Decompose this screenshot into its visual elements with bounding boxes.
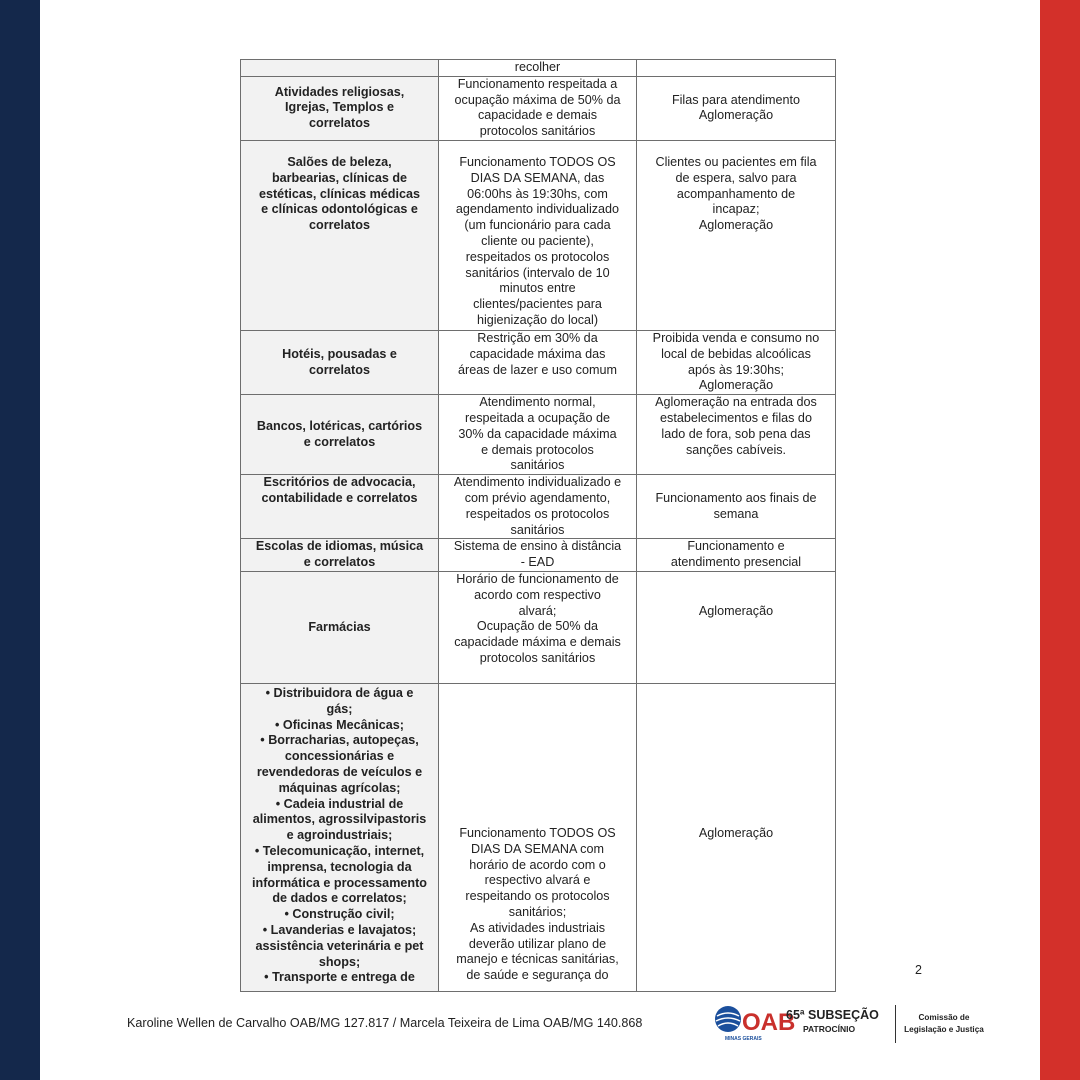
cell-text-line: respeitada a ocupação de xyxy=(465,410,610,425)
cell-text-line: agendamento individualizado xyxy=(455,202,620,217)
prohibition-cell xyxy=(637,76,836,140)
table-row xyxy=(241,683,836,991)
cell-text-line: • Borracharias, autopeças, xyxy=(260,733,419,748)
cell-text-line: acompanhamento de xyxy=(676,186,796,201)
prohibition-cell xyxy=(637,475,836,539)
cell-text-line: gás; xyxy=(326,701,353,716)
cell-text-line: Horário de funcionamento de xyxy=(456,571,619,586)
cell-text-line: barbearias, clínicas de xyxy=(271,170,408,185)
table-row xyxy=(241,140,836,330)
cell-text-line: • Lavanderias e lavajatos; xyxy=(262,922,417,937)
cell-text-line: Funcionamento TODOS OS xyxy=(459,154,616,169)
cell-text-line: Sistema de ensino à distância xyxy=(453,539,622,554)
cell-text-line: • Distribuidora de água e xyxy=(265,685,414,700)
activity-cell xyxy=(241,330,439,394)
prohibition-cell xyxy=(637,395,836,475)
cell-text-line: Escritórios de advocacia, xyxy=(263,475,416,490)
table-row xyxy=(241,60,836,77)
subsecao-city: PATROCÍNIO xyxy=(803,1024,856,1034)
cell-text-line: sanitários xyxy=(510,458,565,473)
cell-text-line: 30% da capacidade máxima xyxy=(458,426,617,441)
cell-text-line: incapaz; xyxy=(712,202,760,217)
prohibition-cell xyxy=(637,330,836,394)
operation-cell xyxy=(439,76,637,140)
cell-text-line: DIAS DA SEMANA, das xyxy=(470,170,605,185)
cell-text-line: correlatos xyxy=(309,218,370,233)
activity-cell xyxy=(241,571,439,683)
cell-text-line: • Oficinas Mecânicas; xyxy=(275,717,404,732)
commission-line-1: Comissão de xyxy=(918,1013,970,1022)
cell-text-line: revendedoras de veículos e xyxy=(256,764,423,779)
cell-text-line: sanitários (intervalo de 10 xyxy=(465,265,610,280)
cell-text-line: correlatos xyxy=(309,362,370,377)
cell-text-line: protocolos sanitários xyxy=(479,124,596,139)
cell-text-line: minutos entre xyxy=(499,281,576,296)
cell-text-line: e agroindustriais; xyxy=(286,828,393,843)
cell-text-line: - EAD xyxy=(520,555,555,570)
activity-cell xyxy=(241,395,439,475)
cell-text-line: Clientes ou pacientes em fila xyxy=(655,154,817,169)
cell-text-line: concessionárias e xyxy=(284,749,395,764)
operation-cell xyxy=(439,330,637,394)
cell-text-line: Funcionamento TODOS OS xyxy=(459,825,616,840)
cell-text-line: informática e processamento xyxy=(252,875,427,890)
cell-text-line: alimentos, agrossilvipastoris xyxy=(252,812,427,827)
activity-cell xyxy=(241,76,439,140)
cell-text-line: assistência veterinária e pet xyxy=(255,938,424,953)
oab-logo xyxy=(713,1004,796,1042)
cell-text-line: As atividades industriais xyxy=(469,920,606,935)
activity-cell xyxy=(241,140,439,330)
cell-text-line: • Telecomunicação, internet, xyxy=(254,843,425,858)
cell-text-line: • Cadeia industrial de xyxy=(275,796,404,811)
prohibition-cell xyxy=(637,571,836,683)
cell-text-line: Aglomeração na entrada dos xyxy=(655,395,817,410)
footer-authors: Karoline Wellen de Carvalho OAB/MG 127.817 / Marcela Teixeira de Lima OAB/MG 140.868 xyxy=(127,1016,643,1030)
cell-text-line: após às 19:30hs; xyxy=(688,362,784,377)
table-row xyxy=(241,76,836,140)
cell-text-line: DIAS DA SEMANA com xyxy=(471,841,604,856)
cell-text-line: clientes/pacientes para xyxy=(473,297,602,312)
logo-subtext: MINAS GERAIS xyxy=(725,1036,762,1042)
cell-text-line: capacidade máxima das xyxy=(469,346,606,361)
cell-text-line: protocolos sanitários xyxy=(479,650,596,665)
cell-text-line: Filas para atendimento xyxy=(671,92,801,107)
cell-text-line: imprensa, tecnologia da xyxy=(267,859,412,874)
table-row xyxy=(241,571,836,683)
prohibition-cell xyxy=(637,140,836,330)
operation-cell xyxy=(439,140,637,330)
activity-cell xyxy=(241,475,439,539)
cell-text-line: Atendimento individualizado e xyxy=(453,475,622,490)
cell-text-line: • Transporte e entrega de xyxy=(264,970,415,985)
cell-text-line: capacidade máxima e demais xyxy=(454,635,621,650)
cell-text-line: respeitados os protocolos xyxy=(465,249,610,264)
cell-text-line: Aglomeração xyxy=(698,108,774,123)
cell-text-line: máquinas agrícolas; xyxy=(278,780,401,795)
cell-text-line: sanitários; xyxy=(508,904,567,919)
cell-text-line: Aglomeração xyxy=(698,603,774,618)
cell-text-line: estéticas, clínicas médicas xyxy=(258,186,421,201)
table-row xyxy=(241,330,836,394)
cell-text-line: Hotéis, pousadas e xyxy=(282,346,397,361)
prohibition-cell xyxy=(637,683,836,991)
subsecao-title: 65ª SUBSEÇÃO xyxy=(786,1008,879,1022)
cell-text-line: Igrejas, Templos e xyxy=(285,100,394,115)
table-row xyxy=(241,475,836,539)
cell-text-line: áreas de lazer e uso comum xyxy=(458,362,617,377)
operation-cell xyxy=(439,60,637,77)
cell-text-line: Aglomeração xyxy=(698,218,774,233)
table-row xyxy=(241,395,836,475)
cell-text-line: e clínicas odontológicas e xyxy=(261,202,418,217)
logo-text: OAB xyxy=(742,1009,796,1036)
cell-text-line: shops; xyxy=(318,954,361,969)
commission-line-2: Legislação e Justiça xyxy=(904,1025,984,1034)
cell-text-line: acordo com respectivo xyxy=(474,587,601,602)
operation-cell xyxy=(439,539,637,572)
operation-cell xyxy=(439,683,637,991)
cell-text-line: respeitados os protocolos xyxy=(465,506,610,521)
cell-text-line: Ocupação de 50% da xyxy=(476,619,599,634)
cell-text-line: e correlatos xyxy=(303,434,376,449)
cell-text-line: semana xyxy=(713,506,759,521)
cell-text-line: • Construção civil; xyxy=(284,907,395,922)
cell-text-line: Escolas de idiomas, música xyxy=(255,539,424,554)
cell-text-line: recolher xyxy=(514,60,561,74)
cell-text-line: Aglomeração xyxy=(698,378,774,393)
activity-cell xyxy=(241,60,439,77)
footer-divider xyxy=(895,1005,896,1043)
cell-text-line: com prévio agendamento, xyxy=(464,490,611,505)
cell-text-line: sanções cabíveis. xyxy=(685,442,787,457)
left-color-bar xyxy=(0,0,40,1080)
operation-cell xyxy=(439,475,637,539)
cell-text-line: deverão utilizar plano de xyxy=(468,936,607,951)
cell-text-line: Funcionamento respeitada a xyxy=(457,76,618,91)
cell-text-line: Farmácias xyxy=(308,619,371,634)
cell-text-line: Bancos, lotéricas, cartórios xyxy=(256,418,423,433)
cell-text-line: horário de acordo com o xyxy=(469,857,606,872)
cell-text-line: e correlatos xyxy=(303,555,376,570)
cell-text-line: Proibida venda e consumo no xyxy=(652,330,820,345)
activity-cell xyxy=(241,683,439,991)
cell-text-line: Salões de beleza, xyxy=(287,154,392,169)
cell-text-line: sanitários xyxy=(510,522,565,537)
cell-text-line: respeitando os protocolos xyxy=(465,889,610,904)
cell-text-line: de espera, salvo para xyxy=(675,170,797,185)
cell-text-line: capacidade e demais xyxy=(477,108,598,123)
prohibition-cell xyxy=(637,60,836,77)
cell-text-line: alvará; xyxy=(518,603,557,618)
cell-text-line: Funcionamento aos finais de xyxy=(655,490,817,505)
cell-text-line: 06:00hs às 19:30hs, com xyxy=(467,186,608,201)
cell-text-line: e demais protocolos xyxy=(481,442,594,457)
activity-cell xyxy=(241,539,439,572)
cell-text-line: estabelecimentos e filas do xyxy=(660,410,812,425)
cell-text-line: correlatos xyxy=(309,116,370,131)
cell-text-line: Aglomeração xyxy=(698,825,774,840)
cell-text-line: Restrição em 30% da xyxy=(477,330,598,345)
cell-text-line: respectivo alvará e xyxy=(484,873,591,888)
cell-text-line: de dados e correlatos; xyxy=(272,891,407,906)
cell-text-line: higienização do local) xyxy=(476,312,599,327)
cell-text-line: lado de fora, sob pena das xyxy=(661,426,811,441)
cell-text-line: contabilidade e correlatos xyxy=(261,490,418,505)
operation-cell xyxy=(439,571,637,683)
cell-text-line: local de bebidas alcoólicas xyxy=(661,346,811,361)
prohibition-cell xyxy=(637,539,836,572)
page-number: 2 xyxy=(915,963,922,977)
operation-cell xyxy=(439,395,637,475)
cell-text-line: ocupação máxima de 50% da xyxy=(454,92,621,107)
table-row xyxy=(241,539,836,572)
cell-text-line: de saúde e segurança do xyxy=(466,968,609,983)
activities-table xyxy=(240,59,836,992)
cell-text-line: Atendimento normal, xyxy=(479,395,596,410)
right-color-bar xyxy=(1040,0,1080,1080)
cell-text-line: Atividades religiosas, xyxy=(274,84,405,99)
cell-text-line: (um funcionário para cada xyxy=(464,218,611,233)
cell-text-line: cliente ou paciente), xyxy=(481,233,594,248)
cell-text-line: atendimento presencial xyxy=(670,555,802,570)
cell-text-line: manejo e técnicas sanitárias, xyxy=(456,952,619,967)
cell-text-line: Funcionamento e xyxy=(687,539,785,554)
